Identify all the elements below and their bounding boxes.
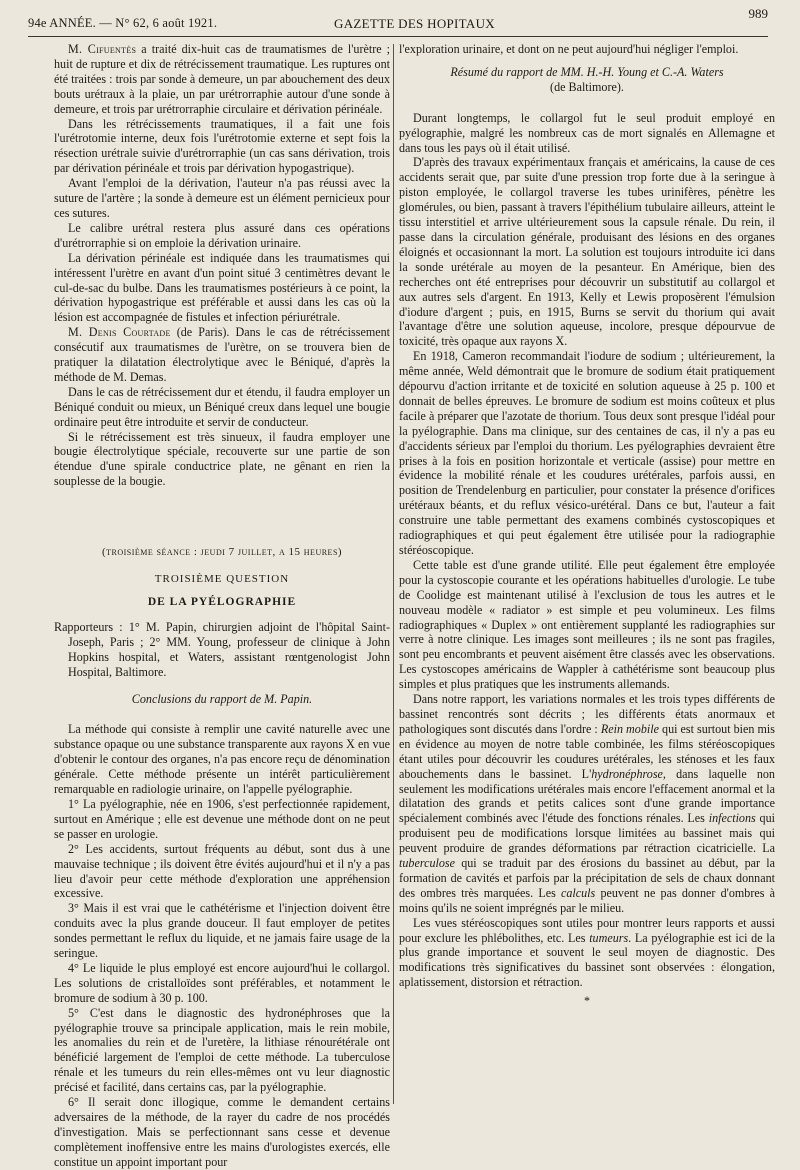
column-divider <box>393 44 394 1104</box>
text-run: qui produisent peu de modifications lorsque limitées au bassinet mais qui peuvent produire de grandes déformations par rétraction cicatricielle. La <box>399 811 775 856</box>
paragraph: 5° C'est dans le diagnostic des hydronéphroses que la pyélographie trouve sa principale application, mais le rein mobile, les anomalies du rein et de l'uretère, la lithiase rénourétérale ont bénéficié largement de l'emploi de cette méthode. La tuberculose rénale et les tumeurs du rein elles-mêmes ont vu leur diagnostic précisé et facilité, dans certains cas, par la pyélographie. <box>54 1005 390 1095</box>
paragraph-text: (de Paris). Dans le cas de rétrécissement consécutif aux traumatismes de l'urètre, on se trouvera bien de pratiquer la dilatation électrolytique avec le Béniqué, d'après la méthode de M. Demas. <box>54 325 391 384</box>
paragraph: La dérivation périnéale est indiquée dans les traumatismes qui intéressent l'urètre en avant d'un point situé 3 centimètres devant le cul-de-sac du bulbe. Dans les traumatismes postérieurs à ce point, la dérivation hypogastrique est préférable et aussi dans les cas où la lésion est accompagnée de fistules et infection périurétrale. <box>54 250 390 325</box>
term-infections: infections <box>708 811 756 826</box>
paragraph: Si le rétrécissement est très sinueux, il faudra employer une bougie électrolytique spéciale, recouverte sur une partie de son étendue d'une spirale conductrice plate, ne gênant en rien la souplesse de la bougie. <box>54 429 390 489</box>
text-run: qui est surtout bien mis en évidence au moyen de notre table combinée, les films stéréoscopiques étant utiles pour découvrir les coudures urétérales, les sténoses et les faux abouchements dans le bassinet. L' <box>399 721 775 781</box>
right-column <box>399 42 775 1009</box>
paragraph: Cette table est d'une grande utilité. Elle peut également être employée pour la cystoscopie courante et les opérations habituelles d'urologie. Le tube de Coolidge est maintenant utilisé à l'exclusion de tous les autres et le nouveau modèle « radiator » est simple et peu volumineux. Les films radiographiques « Duplex » ont entièrement supplanté les radiographies sur verre à notre clinique. Les images sont meilleures ; ils ne sont pas fragiles, sont peu encombrants et peuvent aisément être classés avec les observations. Les cystoscopes américains de Wappler à cathétérisme sont beaucoup plus simples et plus pratiques que les instruments allemands. <box>399 557 775 692</box>
paragraph: Durant longtemps, le collargol fut le seul produit employé en pyélographie, malgré les nombreux cas de mort signalés en Allemagne et dans tous les pays où il était utilisé. <box>399 110 775 155</box>
paragraph <box>54 325 390 385</box>
conclusions-heading: Conclusions du rapport de M. Papin. <box>131 691 313 706</box>
paragraph: 2° Les accidents, surtout fréquents au début, sont dus à une mauvaise technique ; ils doivent être évités aujourd'hui et il n'y a pas lieu d'avoir peur cette méthode d'exploration une appréhension excessive. <box>54 841 390 901</box>
issue-info: 94e ANNÉE. — N° 62, 6 août 1921. <box>28 16 218 30</box>
term-hydronephrose: hydronéphrose <box>591 766 663 781</box>
summary-origin: (de Baltimore). <box>550 79 624 94</box>
author-name: M. Denis Courtade <box>68 325 171 340</box>
page-number: 989 <box>748 6 768 21</box>
paragraph: 3° Mais il est vrai que le cathétérisme et l'injection doivent être conduits avec la plus grande douceur. Il faut employer de petites sondes permettant le reflux du liquide, et ne jamais faire usage de la seringue. <box>54 901 390 961</box>
journal-title: GAZETTE DES HOPITAUX <box>334 16 495 31</box>
term-calculs: calculs <box>560 885 596 900</box>
paragraph-text: a traité dix-huit cas de traumatismes de l'urètre ; huit de rupture et dix de rétrécissement traumatique. Les ruptures ont été traitées : trois par sonde à demeure, un par abouchement des deux bouts urétraux à la plaie, un par urétrorraphie autour d'une sonde à demeure, et trois par urétrorraphie circulaire et dérivation périnéale. <box>54 42 390 116</box>
reporters-list: Rapporteurs : 1° M. Papin, chirurgien adjoint de l'hôpital Saint-Joseph, Paris ; 2° MM. Young, professeur de clinique à John Hopkins hospital, et Waters, assistant rœntgenologist John Hospital, Baltimore. <box>54 619 390 679</box>
page-header <box>28 6 768 36</box>
paragraph: 4° Le liquide le plus employé est encore aujourd'hui le collargol. Les solutions de cristalloïdes sont préférables, et notamment le bromure de sodium à 30 p. 100. <box>54 960 390 1005</box>
author-name: M. Cifuentès <box>68 42 137 56</box>
paragraph <box>54 42 390 117</box>
paragraph: D'après des travaux expérimentaux français et américains, la cause de ces accidents serait que, par suite d'une pression trop forte due à la seringue à piston employée, le collargol traverse les tubes urinifères, pénètre les glomérules, ou bien, passant à travers l'épithélium tubulaire ailleurs, atteint le tissu interstitiel et arrive ultérieurement sous la capsule rénale. Du rein, il passe dans la circulation générale, produisant des lésions en des organes éloignés et occasionnant la mort. La solution est toujours introduite ici dans la sonde urétérale au moyen de la pesanteur. En Amérique, bien des recherches ont été entreprises pour découvrir un substitutif au collargol et aux autres sels d'argent. En 1913, Kelly et Lewis proposèrent l'émulsion d'iodure d'argent ; puis, en 1915, Burns se servit du thorium qui avait l'avantage d'être une solution aqueuse, incolore, presque dépourvue de toxicité, très opaque aux rayons X. <box>399 155 775 349</box>
paragraph: l'exploration urinaire, et dont on ne peut aujourd'hui négliger l'emploi. <box>399 42 739 56</box>
paragraph: En 1918, Cameron recommandait l'iodure de sodium ; ultérieurement, la même année, Weld démontrait que le bromure de sodium était pratiquement dépourvu d'action irritante et de toxicité en solution aqueuse à 25 p. 100 et donnait de belles épreuves. Le bromure de sodium est moins coûteux et plus facile à préparer que l'azotate de thorium. Tous deux sont presque l'idéal pour la pyélographie. Dans ma clinique, sur des centaines de cas, il n'y a pas eu d'accidents sérieux par l'emploi du thorium. Les pyélographies devraient être prises à la fois en position horizontale et verticale (assise) pour mettre en évidence la mobilité rénale et les coudures urétérales, parfois aussi, en position de Trendelenburg en particulier, pour constater la présence d'orifices urétéraux béants, et du reflux vésico-urétéral. Dans ce but, l'auteur a fait construire une table permettant des examens combinés cystoscopiques et radiographiques et qui peut également être utilisée pour la radiographie stéréoscopique. <box>399 349 775 557</box>
term-rein-mobile: Rein mobile <box>600 721 659 736</box>
footer-mark: * <box>583 994 591 1009</box>
header-rule <box>28 36 768 37</box>
paragraph <box>399 916 775 991</box>
question-heading: TROISIÈME QUESTION <box>154 573 290 586</box>
paragraph: Le calibre urétral restera plus assuré dans ces opérations d'urétrorraphie si on emploie la dérivation urinaire. <box>54 220 390 250</box>
paragraph: 1° La pyélographie, née en 1906, s'est perfectionnée rapidement, surtout en Amérique ; elle est devenue une méthode dont on ne peut se passer en urologie. <box>54 796 390 841</box>
text-run: qui se traduit par des érosions du bassinet au début, par la formation de cavités et parfois par la précipitation de sels de chaux donnant des ombres très marquées. Les <box>399 856 775 900</box>
paragraph: La méthode qui consiste à remplir une cavité naturelle avec une substance opaque ou une substance transparente aux rayons X en vue d'obtenir le contour des organes, n'a pas encore reçu de dénomination générale. Cette méthode présente un intérêt particulièrement remarquable en radiologie urinaire, on l'appelle pyélographie. <box>54 722 390 797</box>
text-run: . La pyélographie est ici de la plus grande importance et souvent le seul moyen de diagnostic. Des modifications très significatives du bassinet sont observées : élongation, aplatissement, distorsion et rétraction. <box>399 930 775 990</box>
summary-heading: Résumé du rapport de MM. H.-H. Young et C.-A. Waters <box>450 64 724 79</box>
paragraph: Avant l'emploi de la dérivation, l'auteur n'a pas réussi avec la suture de l'artère ; la sonde à demeure est un élément pernicieux pour ces sutures. <box>54 176 390 220</box>
subject-heading: DE LA PYÉLOGRAPHIE <box>147 596 297 608</box>
paragraph: Dans le cas de rétrécissement dur et étendu, il faudra employer un Béniqué conduit ou mieux, un Béniqué creux dans lequel une bougie ordinaire peut être introduite et servir de conducteur. <box>54 384 390 429</box>
left-column <box>54 42 390 1170</box>
session-heading: (troisième séance : jeudi 7 juillet, a 15 heures) <box>101 546 343 559</box>
term-tuberculose: tuberculose <box>399 856 455 871</box>
text-run: , dans laquelle non seulement les modifications urétérales mais encore l'effacement anormal et la dilatation des grands et petits calices sont d'une grande importance spécialement combinés avec l'étude des fonctions rénales. Les <box>399 766 775 826</box>
text-run: peuvent ne pas donner d'ombres à moins qu'ils ne soient imprégnés par le milieu. <box>399 885 776 915</box>
paragraph: 6° Il serait donc illogique, comme le demandent certains adversaires de la méthode, de la rayer du cadre de nos procédés d'investigation. Mais se perfectionnant sans cesse et devenue complètement inoffensive entre les mains d'urologistes exercés, elle constitue un appoint important pour <box>54 1095 390 1169</box>
paragraph: Dans les rétrécissements traumatiques, il a fait une fois l'urétrotomie interne, deux fois l'urétrotomie externe et sept fois la résection urétrale suivie d'urétrorraphie (un cas sans dérivation, trois par dérivation périnéale et trois par dérivation hypogastrique). <box>54 116 390 176</box>
text-run: Dans notre rapport, les variations normales et les trois types différents de bassinet rencontrés sont décrits ; les différents états anormaux et pathologiques sont discutés dans l'ordre : <box>399 692 775 736</box>
term-tumeurs: tumeurs <box>589 930 629 945</box>
paragraph <box>399 692 775 916</box>
text-run: Les vues stéréoscopiques sont utiles pour montrer leurs rapports et aussi pour exclure les phlébolithes, etc. Les <box>399 915 775 945</box>
